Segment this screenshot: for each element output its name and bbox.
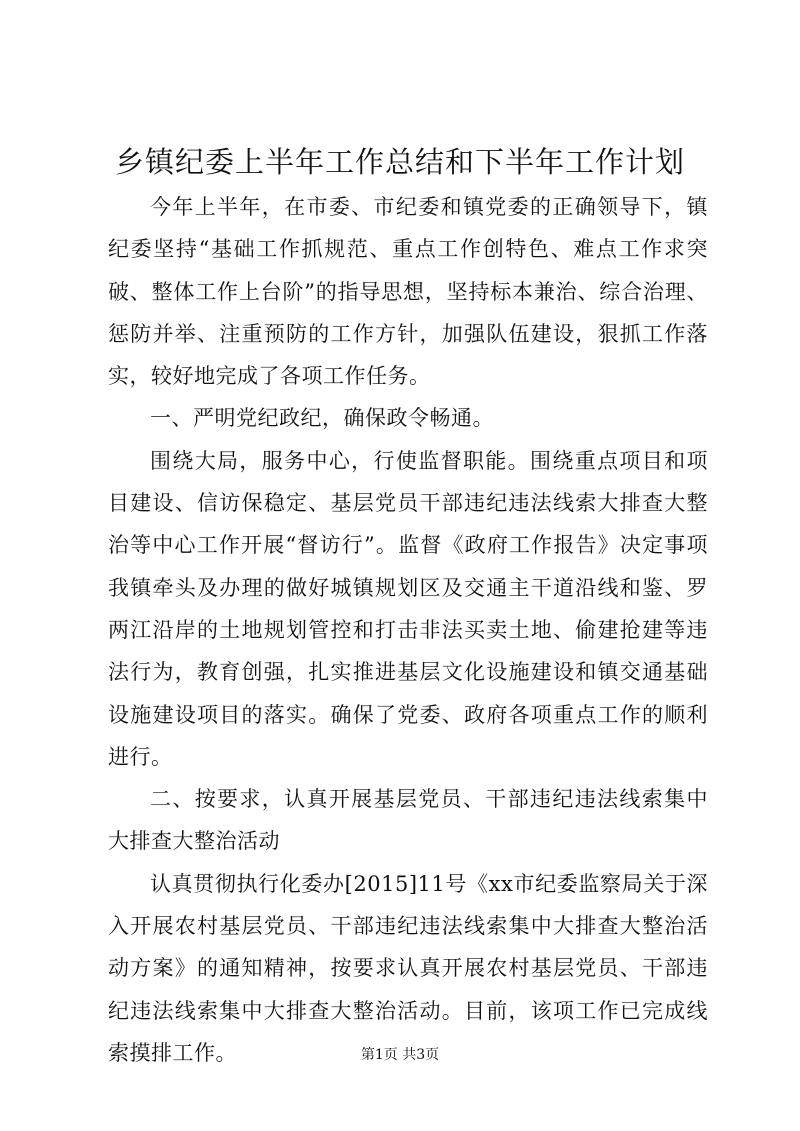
heading-section-one: 一、严明党纪政纪，确保政令畅通。 <box>150 406 494 431</box>
paragraph-supervision: 围绕大局，服务中心，行使监督职能。围绕重点项目和项目建设、信访保稳定、基层党员干部违纪违法线索大排查大整治等中心工作开展“督访行”。监督《政府工作报告》决定事项我镇牵头及办理的做好城镇规划区及交通主干道沿线和鉴、罗两江沿岸的土地规划管控和打击非法买卖土地、偷建抢建等违法行为，教育创强，扎实推进基层文化设施建设和镇交通基础设施建设项目的落实。确保了党委、政府各项重点工作的顺利进行。 <box>108 448 708 769</box>
document-body <box>108 186 708 1074</box>
paragraph-investigation: 认真贯彻执行化委办[2015]11号《xx市纪委监察局关于深入开展农村基层党员、干部违纪违法线索集中大排查大整治活动方案》的通知精神，按要求认真开展农村基层党员、干部违纪违法线索集中大排查大整治活动。目前，该项工作已完成线索摸排工作。 <box>108 871 708 1065</box>
page-footer: 第1页 共3页 <box>360 1047 440 1063</box>
paragraph-intro: 今年上半年，在市委、市纪委和镇党委的正确领导下，镇纪委坚持“基础工作抓规范、重点工作创特色、难点工作求突破、整体工作上台阶”的指导思想，坚持标本兼治、综合治理、惩防并举、注重预防的工作方针，加强队伍建设，狠抓工作落实，较好地完成了各项工作任务。 <box>108 195 708 389</box>
document-title: 乡镇纪委上半年工作总结和下半年工作计划 <box>114 145 685 179</box>
heading-section-two: 二、按要求，认真开展基层党员、干部违纪违法线索集中大排查大整治活动 <box>108 787 708 854</box>
